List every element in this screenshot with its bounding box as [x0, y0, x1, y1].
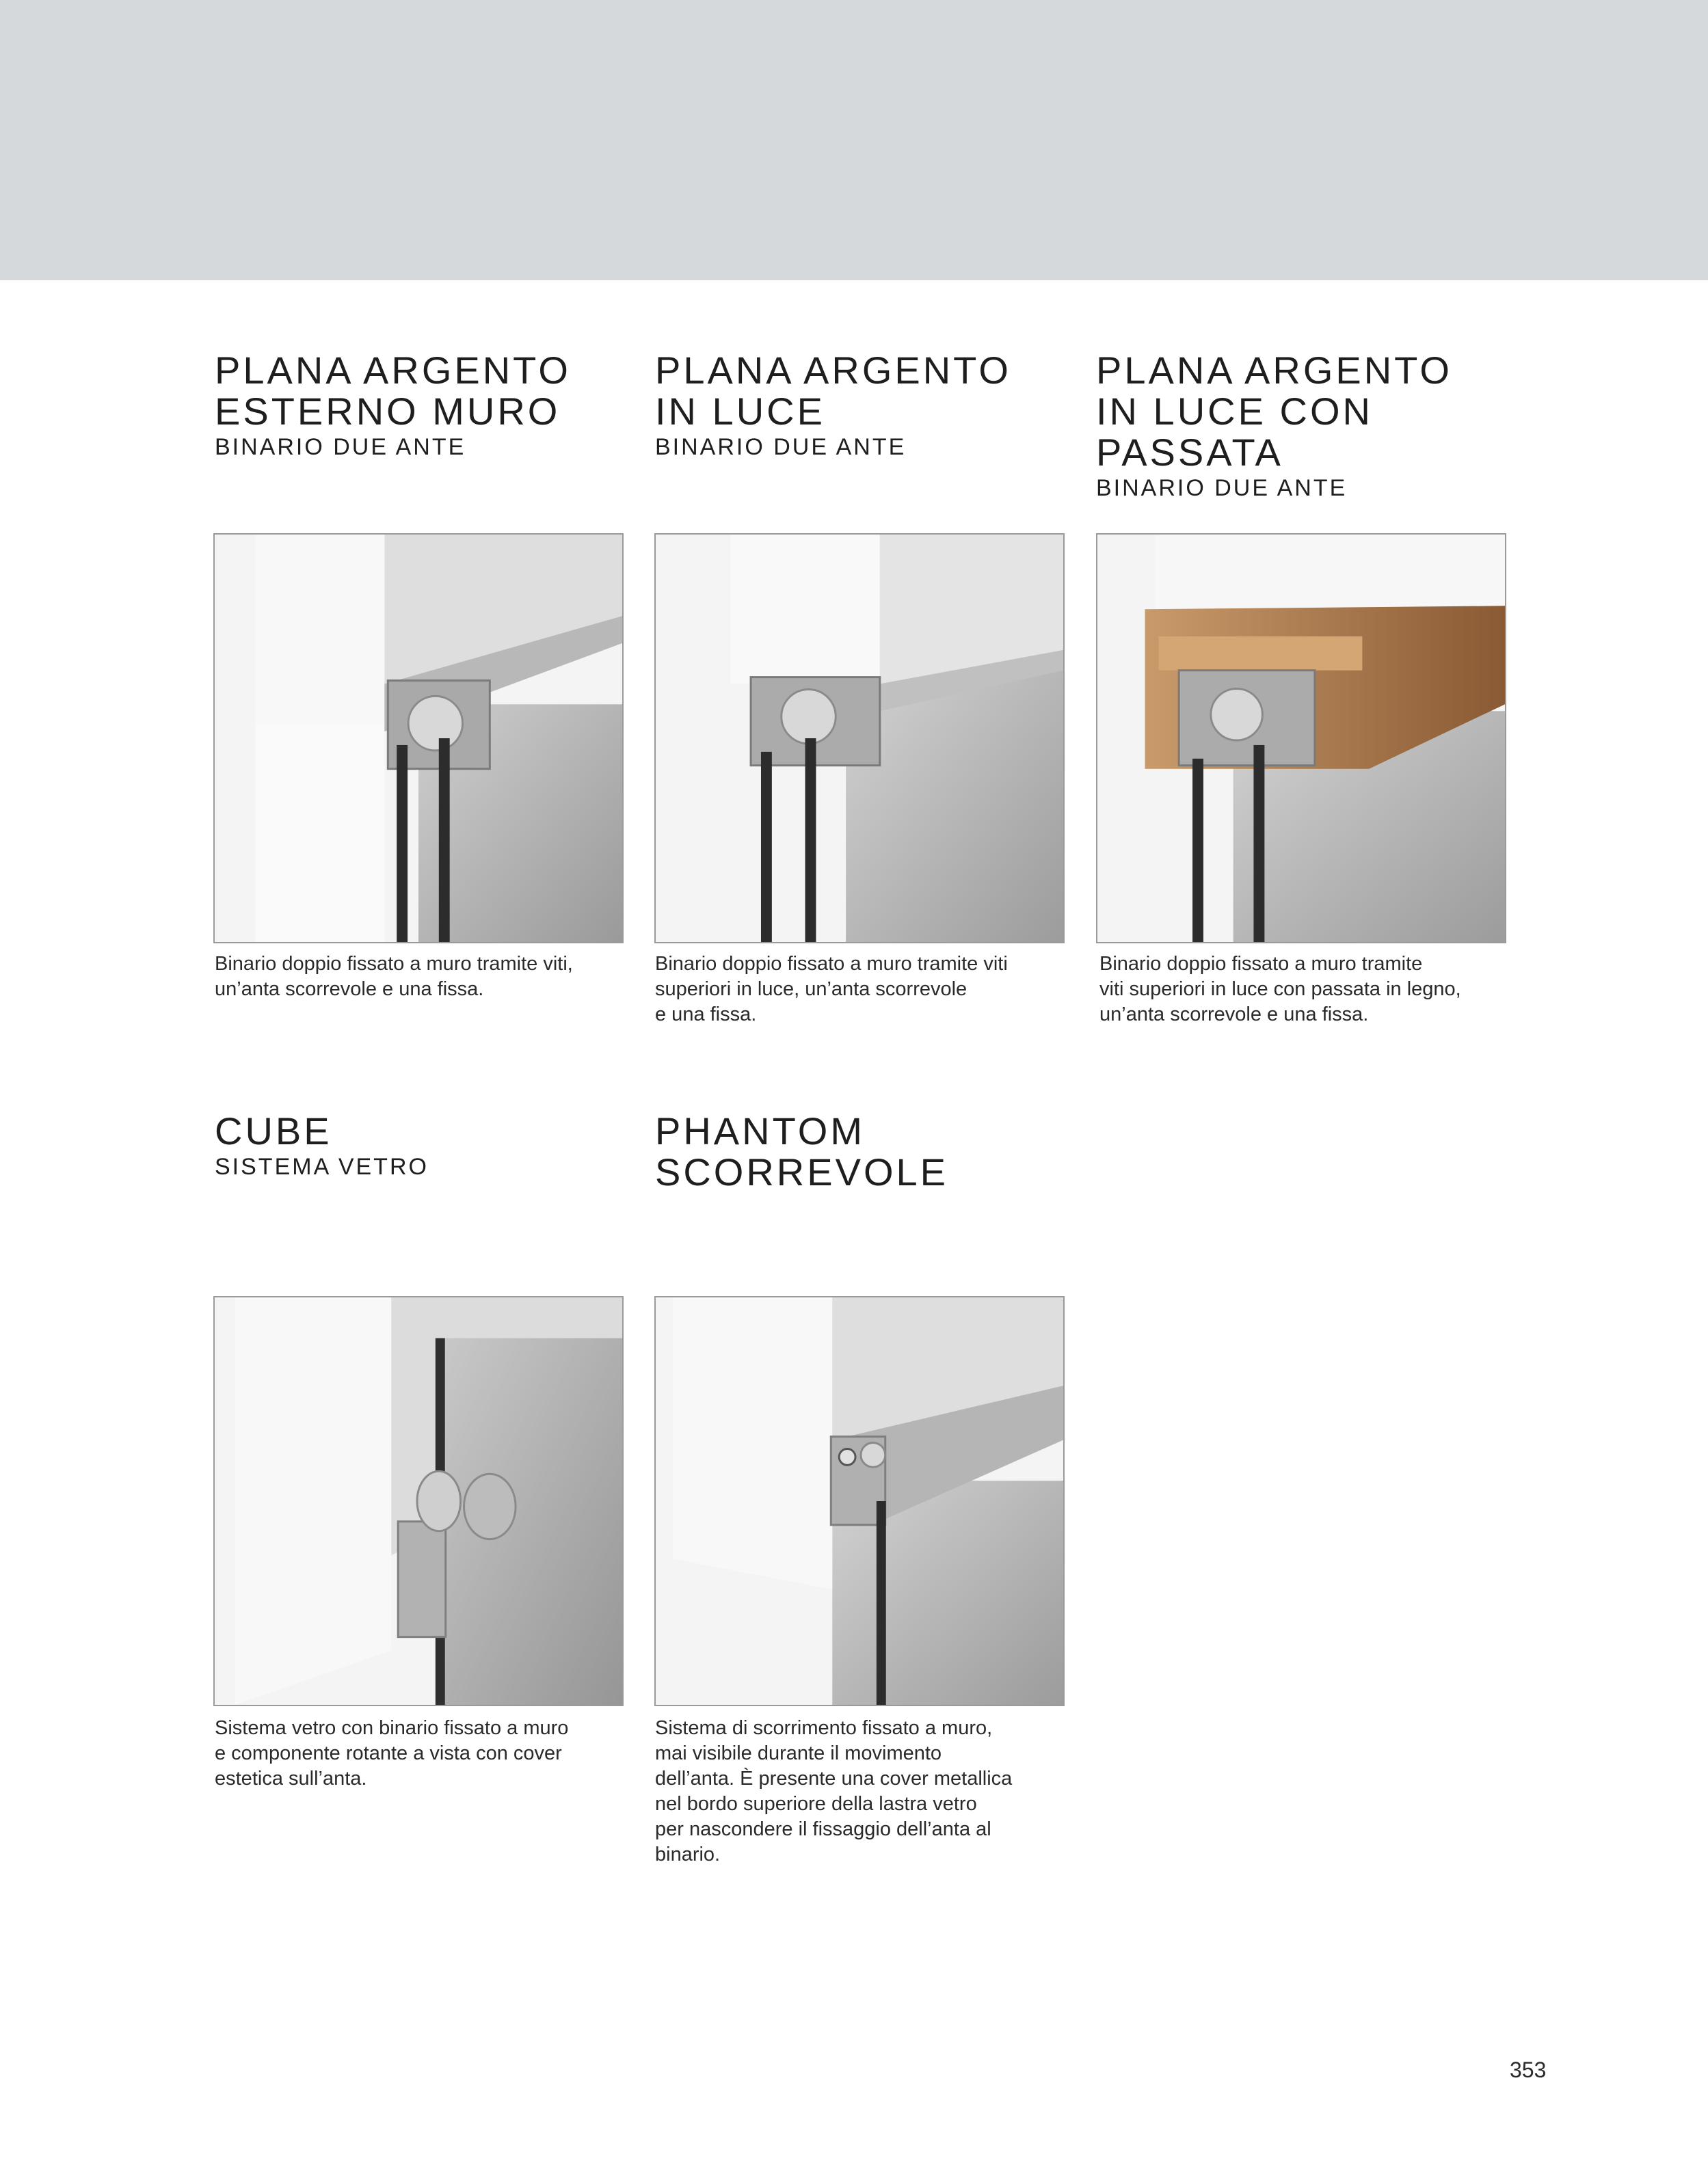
- description-line: estetica sull’anta.: [215, 1768, 367, 1790]
- product-image-phantom-scorrevole: [654, 1296, 1065, 1706]
- description-line: Sistema di scorrimento fissato a muro,: [655, 1717, 993, 1739]
- header-band: [0, 0, 1708, 280]
- hidden-sliding-system-illustration: [656, 1297, 1063, 1705]
- product-card-plana-in-luce: [655, 350, 1065, 461]
- description-line: Binario doppio fissato a muro tramite: [1099, 953, 1423, 975]
- product-image-plana-in-luce: [654, 533, 1065, 943]
- product-subtitle: SISTEMA VETRO: [215, 1154, 429, 1180]
- product-description: [215, 1716, 625, 1792]
- product-title: [655, 1111, 1065, 1193]
- product-description: [655, 952, 1065, 1027]
- description-line: binario.: [655, 1844, 721, 1865]
- product-description: [655, 1716, 1065, 1868]
- product-title: [215, 350, 625, 432]
- product-image-plana-in-luce-passata: [1096, 533, 1506, 943]
- description-line: Sistema vetro con binario fissato a muro: [215, 1717, 569, 1739]
- description-line: e una fissa.: [655, 1003, 757, 1025]
- description-line: Binario doppio fissato a muro tramite viti: [655, 953, 1008, 975]
- description-line: un’anta scorrevole e una fissa.: [1099, 1003, 1369, 1025]
- product-image-cube: [213, 1296, 624, 1706]
- product-subtitle: BINARIO DUE ANTE: [215, 434, 466, 460]
- title-line: IN LUCE CON: [1096, 390, 1373, 433]
- title-line: PLANA ARGENTO: [655, 349, 1011, 392]
- product-title: [1096, 350, 1506, 473]
- description-line: e componente rotante a vista con cover: [215, 1742, 562, 1764]
- page-number: 353: [1510, 2058, 1547, 2082]
- product-title: [655, 350, 1065, 432]
- description-line: superiori in luce, un’anta scorrevole: [655, 978, 968, 1000]
- product-image-plana-esterno-muro: [213, 533, 624, 943]
- title-line: PHANTOM: [655, 1109, 865, 1152]
- description-line: nel bordo superiore della lastra vetro: [655, 1793, 977, 1815]
- product-subtitle: BINARIO DUE ANTE: [1096, 475, 1348, 501]
- description-line: per nascondere il fissaggio dell’anta al: [655, 1818, 991, 1840]
- title-line: SCORREVOLE: [655, 1150, 948, 1194]
- title-line: PLANA ARGENTO: [1096, 349, 1452, 392]
- product-card-plana-in-luce-passata: [1096, 350, 1506, 502]
- glass-system-illustration: [215, 1297, 622, 1705]
- description-line: viti superiori in luce con passata in legno,: [1099, 978, 1461, 1000]
- description-line: Binario doppio fissato a muro tramite viti,: [215, 953, 573, 975]
- description-line: mai visibile durante il movimento: [655, 1742, 942, 1764]
- product-card-phantom-scorrevole: [655, 1111, 1065, 1193]
- product-description: [215, 952, 625, 1002]
- title-line: CUBE: [215, 1109, 332, 1152]
- title-line: PASSATA: [1096, 431, 1283, 474]
- track-section-illustration: [215, 535, 622, 942]
- product-description: [1099, 952, 1510, 1027]
- title-line: IN LUCE: [655, 390, 825, 433]
- title-line: ESTERNO MURO: [215, 390, 561, 433]
- product-card-plana-esterno-muro: [215, 350, 625, 461]
- title-line: PLANA ARGENTO: [215, 349, 571, 392]
- track-with-wood-lintel-illustration: [1097, 535, 1505, 942]
- description-line: dell’anta. È presente una cover metallica: [655, 1768, 1013, 1790]
- description-line: un’anta scorrevole e una fissa.: [215, 978, 484, 1000]
- product-subtitle: BINARIO DUE ANTE: [655, 434, 907, 460]
- product-title: [215, 1111, 625, 1152]
- product-card-cube: [215, 1111, 625, 1181]
- track-section-illustration: [656, 535, 1063, 942]
